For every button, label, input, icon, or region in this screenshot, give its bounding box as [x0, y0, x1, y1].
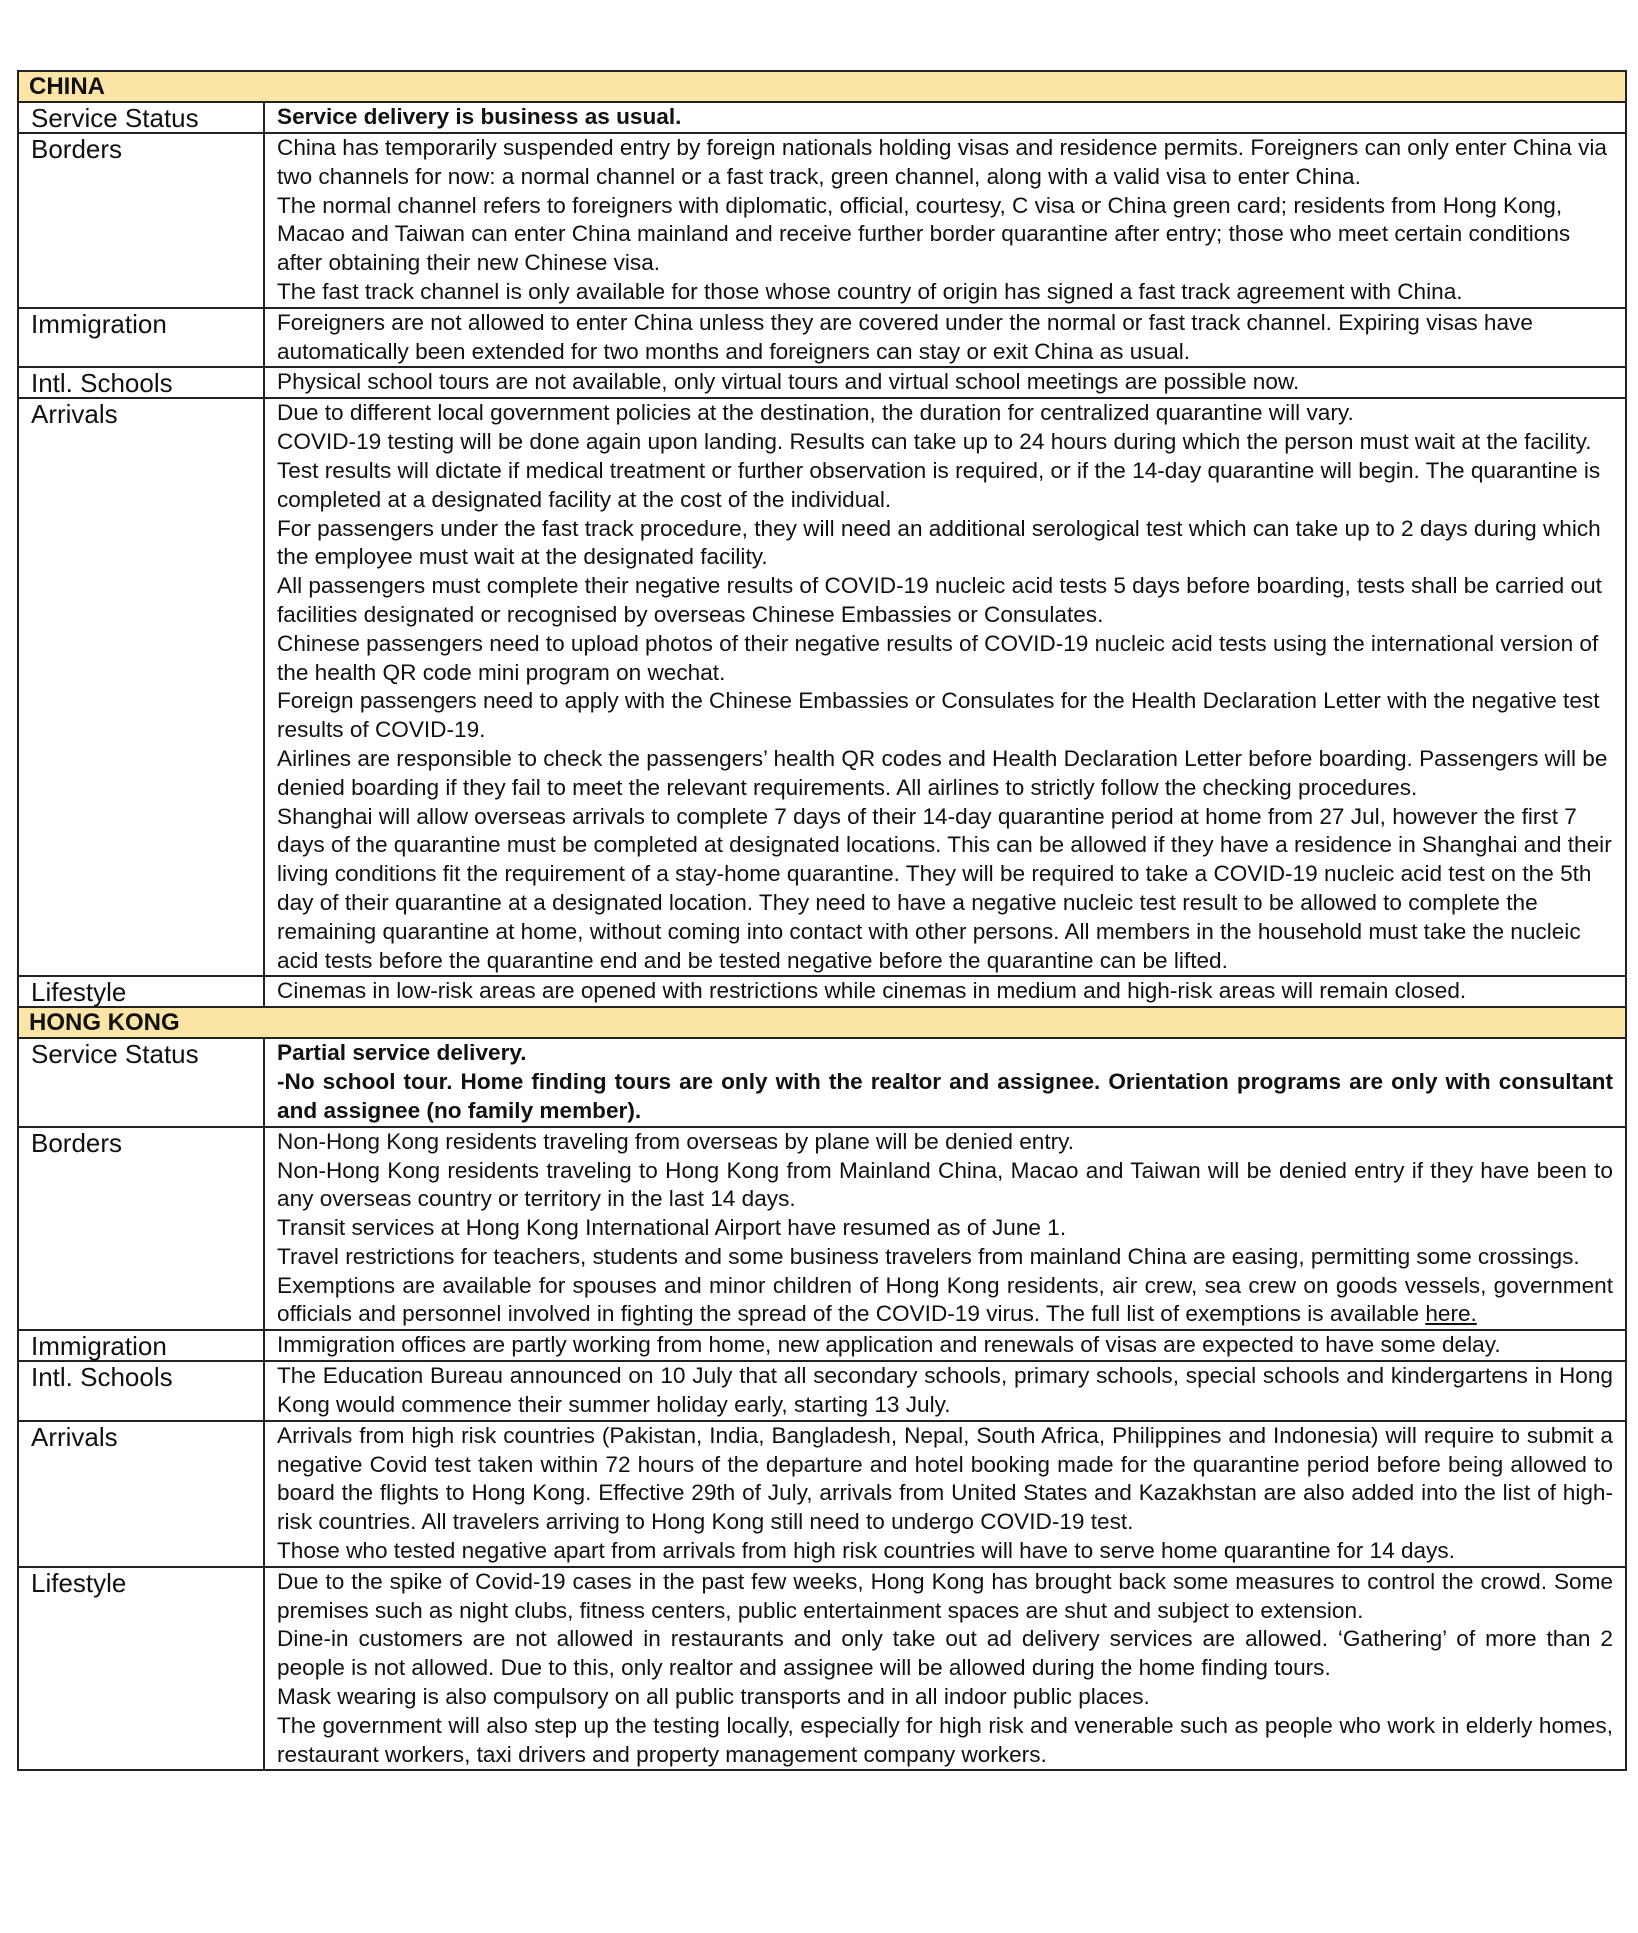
paragraph-text: Exemptions are available for spouses and minor children of Hong Kong residents, air crew, sea crew on goods vessels, government officials and personnel involved in fighting the spread of the COVID-19 virus. The full list of exemptions is available [277, 1272, 1613, 1327]
paragraph-text: Foreigners are not allowed to enter China unless they are covered under the normal or fast track channel. Expiring visas have automatically been extended for two months and foreigners can stay or exit China as usual. [277, 309, 1533, 364]
paragraph-text: Non-Hong Kong residents traveling to Hong Kong from Mainland China, Macao and Taiwan will be denied entry if they have been to any overseas country or territory in the last 14 days. [277, 1157, 1613, 1212]
row-paragraph [277, 1537, 1613, 1566]
row-label: Lifestyle [18, 1567, 264, 1771]
row-content [264, 1038, 1626, 1126]
paragraph-text: China has temporarily suspended entry by foreign nationals holding visas and residence permits. Foreigners can only enter China via two channels for now: a normal channel or a fast track, green channel, along with a valid visa to enter China. [277, 135, 1607, 189]
row-paragraph [277, 1157, 1613, 1215]
row-paragraph [277, 803, 1613, 976]
row-content [264, 1421, 1626, 1567]
row-paragraph [277, 103, 1613, 132]
row-paragraph [277, 1568, 1613, 1626]
row-label: Intl. Schools [18, 367, 264, 398]
paragraph-text: The fast track channel is only available for those whose country of origin has signed a fast track agreement with China. [277, 278, 1463, 304]
row-label: Borders [18, 1127, 264, 1331]
row-label: Arrivals [18, 398, 264, 976]
paragraph-text: Mask wearing is also compulsory on all public transports and in all indoor public places. [277, 1684, 1150, 1710]
section-header-row [18, 1007, 1626, 1038]
table-row [18, 1127, 1626, 1331]
paragraph-text: For passengers under the fast track procedure, they will need an additional serological test which can take up to 2 days during which the employee must wait at the designated facility. [277, 515, 1601, 570]
row-paragraph [277, 368, 1613, 397]
country-status-table [17, 70, 1627, 1771]
row-content [264, 398, 1626, 976]
row-paragraph [277, 1243, 1613, 1272]
row-paragraph [277, 1422, 1613, 1537]
section-title: CHINA [18, 71, 1626, 102]
paragraph-text: The normal channel refers to foreigners with diplomatic, official, courtesy, C visa or China green card; residents from Hong Kong, Macao and Taiwan can enter China mainland and receive further border quarantine after entry; those who meet certain conditions after obtaining their new Chinese visa. [277, 192, 1571, 276]
row-paragraph [277, 192, 1613, 278]
paragraph-text: Chinese passengers need to upload photos of their negative results of COVID-19 nucleic acid tests using the international version of the health QR code mini program on wechat. [277, 630, 1599, 685]
table-row [18, 1421, 1626, 1567]
exemptions-link[interactable]: here. [1425, 1301, 1477, 1327]
row-paragraph [277, 1128, 1613, 1157]
paragraph-text: Non-Hong Kong residents traveling from overseas by plane will be denied entry. [277, 1128, 1075, 1154]
paragraph-text: Immigration offices are partly working from home, new application and renewals of visas are expected to have some delay. [277, 1332, 1501, 1358]
row-label: Intl. Schools [18, 1361, 264, 1421]
row-paragraph [277, 572, 1613, 630]
row-paragraph [277, 687, 1613, 745]
row-paragraph [277, 977, 1613, 1006]
paragraph-text: The government will also step up the testing locally, especially for high risk and venerable such as people who work in elderly homes, restaurant workers, taxi drivers and property management company workers. [277, 1712, 1613, 1767]
paragraph-text: Foreign passengers need to apply with the Chinese Embassies or Consulates for the Health Declaration Letter with the negative test results of COVID-19. [277, 688, 1600, 743]
row-paragraph [277, 515, 1613, 573]
row-paragraph [277, 1362, 1613, 1420]
row-paragraph [277, 745, 1613, 803]
paragraph-text: Transit services at Hong Kong International Airport have resumed as of June 1. [277, 1215, 1067, 1241]
paragraph-text: All passengers must complete their negative results of COVID-19 nucleic acid tests 5 days before boarding, tests shall be carried out facilities designated or recognised by overseas Chinese Embassies or Consulates. [277, 573, 1602, 627]
table-row [18, 976, 1626, 1007]
row-content [264, 1330, 1626, 1361]
paragraph-text: Dine-in customers are not allowed in restaurants and only take out ad delivery services are allowed. ‘Gathering’ of more than 2 people is not allowed. Due to this, only realtor and assignee will be allowed during the home finding tours. [277, 1626, 1613, 1681]
paragraph-text: Cinemas in low-risk areas are opened with restrictions while cinemas in medium and high-risk areas will remain closed. [277, 978, 1467, 1004]
row-content [264, 308, 1626, 368]
table-row [18, 1038, 1626, 1126]
paragraph-text: Service delivery is business as usual. [277, 104, 682, 129]
row-content [264, 1361, 1626, 1421]
table-row [18, 398, 1626, 976]
row-content [264, 1127, 1626, 1331]
row-paragraph [277, 1272, 1613, 1330]
paragraph-text: The Education Bureau announced on 10 July that all secondary schools, primary schools, special schools and kindergartens in Hong Kong would commence their summer holiday early, starting 13 July. [277, 1363, 1613, 1418]
row-paragraph [277, 134, 1613, 192]
row-paragraph [277, 1712, 1613, 1770]
paragraph-text: Airlines are responsible to check the passengers’ health QR codes and Health Declaration Letter before boarding. Passengers will be denied boarding if they fail to meet the relevant requirements. All airlines to strictly follow the checking procedures. [277, 745, 1608, 800]
row-paragraph [277, 1683, 1613, 1712]
row-paragraph [277, 1039, 1613, 1068]
paragraph-text: Those who tested negative apart from arrivals from high risk countries will have to serve home quarantine for 14 days. [277, 1538, 1455, 1564]
row-label: Service Status [18, 1038, 264, 1126]
row-content [264, 976, 1626, 1007]
paragraph-text: COVID-19 testing will be done again upon landing. Results can take up to 24 hours during which the person must wait at the facility. Test results will dictate if medical treatment or further observation is required, or if the 14-day quarantine will begin. The quarantine is completed at a designated facility at the cost of the individual. [277, 429, 1601, 512]
section-header-row [18, 71, 1626, 102]
row-label: Borders [18, 133, 264, 308]
row-paragraph [277, 309, 1613, 367]
row-content [264, 102, 1626, 133]
paragraph-text: Travel restrictions for teachers, students and some business travelers from mainland China are easing, permitting some crossings. [277, 1243, 1580, 1269]
table-row [18, 367, 1626, 398]
table-row [18, 1330, 1626, 1361]
row-content [264, 133, 1626, 308]
row-paragraph [277, 1625, 1613, 1683]
table-row [18, 133, 1626, 308]
table-row [18, 1567, 1626, 1771]
row-label: Immigration [18, 308, 264, 368]
row-content [264, 367, 1626, 398]
paragraph-text: Shanghai will allow overseas arrivals to complete 7 days of their 14-day quarantine period at home from 27 Jul, however the first 7 days of the quarantine must be completed at designated locations. This can be allowed if they have a residence in Shanghai and their living conditions fit the requirement of a stay-home quarantine. They will be required to take a COVID-19 nucleic acid test on the 5th day of their quarantine at a designated location. They need to have a negative nucleic test result to be allowed to complete the remaining quarantine at home, without coming into contact with other persons. All members in the household must take the nucleic acid tests before the quarantine end and be tested negative before the quarantine can be lifted. [277, 803, 1612, 973]
table-body [18, 71, 1626, 1770]
table-row [18, 102, 1626, 133]
row-paragraph [277, 630, 1613, 688]
row-label: Lifestyle [18, 976, 264, 1007]
row-paragraph [277, 278, 1613, 307]
table-row [18, 1361, 1626, 1421]
row-label: Immigration [18, 1330, 264, 1361]
row-label: Arrivals [18, 1421, 264, 1567]
row-label: Service Status [18, 102, 264, 133]
paragraph-text: Partial service delivery. [277, 1040, 527, 1066]
row-paragraph [277, 1331, 1613, 1360]
row-paragraph [277, 1214, 1613, 1243]
row-paragraph [277, 399, 1613, 428]
row-paragraph [277, 1068, 1613, 1126]
paragraph-text: Due to different local government policies at the destination, the duration for centralized quarantine will vary. [277, 400, 1354, 426]
paragraph-text: Due to the spike of Covid-19 cases in the past few weeks, Hong Kong has brought back some measures to control the crowd. Some premises such as night clubs, fitness centers, public entertainment spaces are shut and subject to extension. [277, 1568, 1613, 1623]
table-row [18, 308, 1626, 368]
paragraph-text: Physical school tours are not available, only virtual tours and virtual school meetings are possible now. [277, 369, 1300, 395]
section-title: HONG KONG [18, 1007, 1626, 1038]
row-content [264, 1567, 1626, 1771]
row-paragraph [277, 428, 1613, 514]
paragraph-text: Arrivals from high risk countries (Pakistan, India, Bangladesh, Nepal, South Africa, Philippines and Indonesia) will require to submit a negative Covid test taken within 72 hours of the departure and hotel booking made for the quarantine period before being allowed to board the flights to Hong Kong. Effective 29th of July, arrivals from United States and Kazakhstan are also added into the list of high-risk countries. All travelers arriving to Hong Kong still need to undergo COVID-19 test. [277, 1422, 1613, 1535]
paragraph-text: -No school tour. Home finding tours are only with the realtor and assignee. Orientation programs are only with consultant and assignee (no family member). [277, 1069, 1613, 1123]
